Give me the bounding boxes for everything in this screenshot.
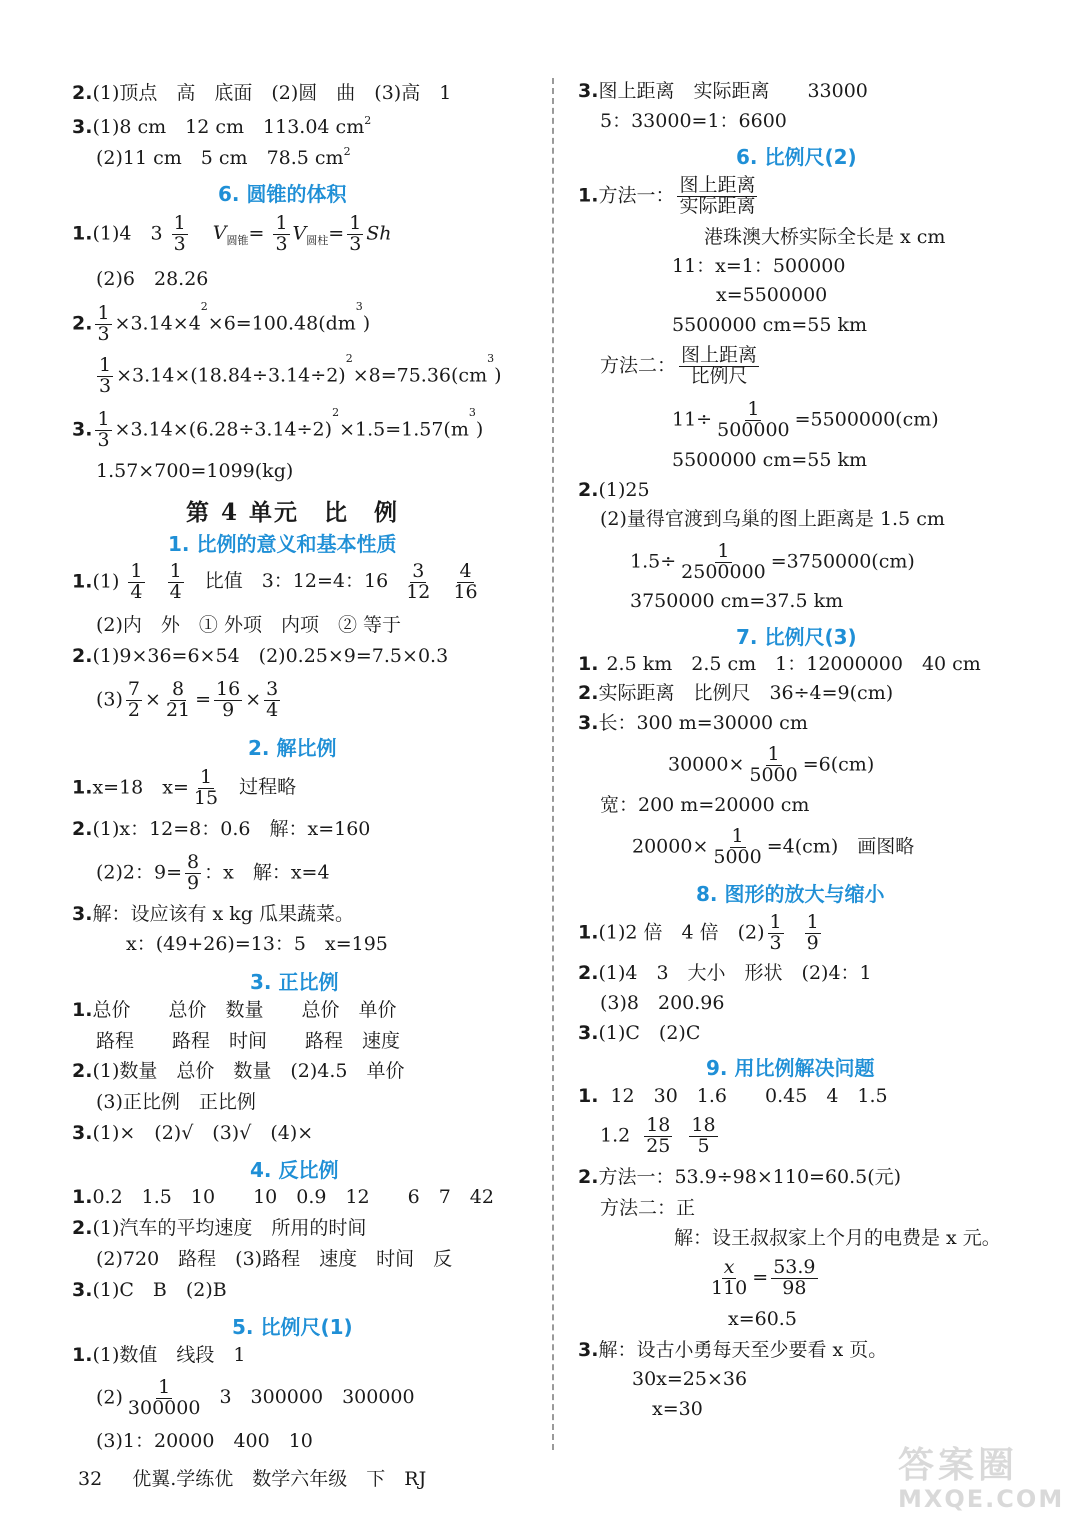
answer-line: 1. 12 30 1.6 0.45 4 1.5: [578, 1085, 888, 1107]
fraction: $\frac{1}{4}$: [130, 560, 143, 603]
answer-line: (2)量得官渡到乌巢的图上距离是 1.5 cm: [600, 508, 945, 530]
answer-line: 3.解：设应该有 x kg 瓜果蔬菜。: [72, 903, 354, 925]
answer-line: 1.(1) $\frac{1}{4}$ $\frac{1}{4}$ 比值 3：12=4：16 $\frac{3}{12}$ $\frac{4}{16}$: [72, 560, 478, 603]
answer-line: 2.实际距离 比例尺 36÷4=9(cm): [578, 682, 894, 704]
fraction: $\frac{1}{2500000}$: [681, 540, 766, 583]
fraction: $\frac{\text{图上距离}}{\text{比例尺}}$: [681, 344, 758, 387]
answer-line: (3)8 200.96: [600, 992, 725, 1014]
section-heading: 6. 圆锥的体积: [218, 182, 347, 206]
fraction: $\frac{1}{3}$: [349, 212, 362, 255]
answer-line: 1.(1)4 3 $\frac{1}{3}$ $V_{圆锥}=$ $\frac{1}{3}$ $V_{圆柱}=$ $\frac{1}{3}$ Sh: [72, 212, 392, 255]
fraction: $\frac{1}{15}$: [193, 766, 219, 809]
fraction: $\frac{16}{9}$: [216, 678, 241, 721]
fraction: $\frac{1}{4}$: [169, 560, 182, 603]
answer-line: 3.(1)× (2)√ (3)√ (4)×: [72, 1122, 314, 1144]
watermark-logo: [898, 1445, 1065, 1528]
answer-line: 5：33000=1：6600: [600, 110, 787, 132]
section-heading: 7. 比例尺(3): [736, 625, 857, 649]
answer-line: (2)内 外 ① 外项 内项 ② 等于: [96, 614, 401, 636]
fraction: $\frac{4}{16}$: [453, 560, 478, 603]
fraction: $\frac{1}{300000}$: [127, 1376, 201, 1419]
fraction: $\frac{1}{500000}$: [717, 398, 790, 441]
section-heading: 2. 解比例: [248, 736, 337, 760]
fraction: $\frac{18}{25}$: [646, 1114, 671, 1157]
fraction: $\frac{1}{3}$: [97, 408, 110, 451]
answer-line: 港珠澳大桥实际全长是 x cm: [704, 226, 946, 248]
answer-line: 3. $\frac{1}{3}$ $\times 3.14\times(6.28\div 3.14\div 2)^2\times 1.5=1.57(m^3)$: [72, 406, 484, 451]
section-heading: 3. 正比例: [250, 970, 339, 994]
answer-line: 3.长：300 m=30000 cm: [578, 712, 808, 734]
answer-line: 3.(1)C (2)C: [578, 1022, 701, 1044]
section-heading: 6. 比例尺(2): [736, 145, 857, 169]
answer-line: (3)1：20000 400 10: [96, 1430, 313, 1452]
fraction: $\frac{1}{3}$: [275, 212, 288, 255]
answer-line: (3) $\frac{7}{2}$ × $\frac{8}{21}$ = $\frac{16}{9}$ × $\frac{3}{4}$: [96, 678, 279, 721]
answer-line: x=5500000: [716, 284, 828, 306]
book-title: 优翼.学练优 数学六年级 下 RJ: [132, 1468, 427, 1490]
answer-line: (2)720 路程 (3)路程 速度 时间 反: [96, 1248, 453, 1270]
answer-line: 2.(1)9×36=6×54 (2)0.25×9=7.5×0.3: [72, 645, 449, 667]
page-footer: [78, 1464, 426, 1491]
fraction: $\frac{1}{5000}$: [713, 825, 762, 868]
fraction: $\frac{1}{9}$: [806, 911, 819, 954]
answer-line: 1.x=18 x= $\frac{1}{15}$ 过程略: [72, 766, 297, 809]
fraction: $\frac{1}{5000}$: [749, 743, 798, 786]
fraction: $\frac{\text{图上距离}}{\text{实际距离}}$: [679, 174, 756, 217]
answer-line: 1. 2.5 km 2.5 cm 1：12000000 40 cm: [578, 653, 981, 675]
answer-line: 3.(1)C B (2)B: [72, 1279, 227, 1301]
answer-line: 2.(1)25: [578, 479, 650, 501]
section-heading: 1. 比例的意义和基本性质: [168, 532, 397, 556]
section-heading: 9. 用比例解决问题: [706, 1056, 875, 1080]
answer-line: (3)正比例 正比例: [96, 1091, 256, 1113]
answer-line: 2.(1)顶点 高 底面 (2)圆 曲 (3)高 1: [72, 82, 452, 104]
answer-line: 20000× $\frac{1}{5000}$ =4(cm) 画图略: [632, 825, 915, 868]
answer-line: x=60.5: [728, 1308, 797, 1330]
answer-line: 2.方法一：53.9÷98×110=60.5(元): [578, 1166, 902, 1188]
answer-line: 2.(1)汽车的平均速度 所用的时间: [72, 1217, 367, 1239]
fraction: $\frac{18}{5}$: [691, 1114, 716, 1157]
answer-line: 解：设王叔叔家上个月的电费是 x 元。: [674, 1227, 1001, 1249]
answer-line: 3.图上距离 实际距离 33000: [578, 80, 868, 102]
fraction: $\frac{3}{12}$: [406, 560, 431, 603]
answer-line: 方法二： $\frac{\text{图上距离}}{\text{比例尺}}$: [600, 344, 758, 387]
answer-line: (2)2：9= $\frac{8}{9}$ ：x 解：x=4: [96, 851, 330, 894]
answer-line: (2)6 28.26: [96, 268, 209, 290]
fraction: $\frac{1}{3}$: [769, 911, 782, 954]
answer-line: 1.方法一： $\frac{\text{图上距离}}{\text{实际距离}}$: [578, 174, 756, 217]
fraction: $\frac{8}{21}$: [165, 678, 191, 721]
answer-line: 宽：200 m=20000 cm: [600, 794, 810, 816]
section-heading: 5. 比例尺(1): [232, 1315, 353, 1339]
answer-line: 1.5÷ $\frac{1}{2500000}$ =3750000(cm): [630, 540, 915, 583]
answer-line: 2. $\frac{1}{3}$ $\times 3.14\times 4^2\times 6=100.48(dm^3)$: [72, 300, 371, 345]
fraction: $\frac{1}{3}$: [99, 354, 112, 397]
answer-line: 30000× $\frac{1}{5000}$ =6(cm): [668, 743, 875, 786]
answer-line: 路程 路程 时间 路程 速度: [96, 1030, 401, 1052]
answer-line: (2) $\frac{1}{300000}$ 3 300000 300000: [96, 1376, 415, 1419]
answer-line: $\frac{1}{3}$ $\times 3.14\times(18.84\div 3.14\div 2)^2\times 8=75.36(cm^3)$: [99, 352, 502, 397]
answer-line: 11：x=1：500000: [672, 255, 846, 277]
fraction: $\frac{8}{9}$: [187, 851, 200, 894]
answer-line: 1.(1)数值 线段 1: [72, 1344, 246, 1366]
unit-title: 第 4 单元 比 例: [186, 499, 400, 526]
section-heading: 8. 图形的放大与缩小: [696, 882, 885, 906]
answer-line: 30x=25×36: [632, 1368, 748, 1390]
answer-line: 3750000 cm=37.5 km: [630, 590, 844, 612]
fraction: $\frac{53.9}{98}$: [773, 1256, 816, 1299]
column-divider: [552, 78, 554, 1450]
watermark-bottom: MXQE.COM: [898, 1485, 1065, 1513]
answer-line: $\frac{x}{110}$ = $\frac{53.9}{98}$: [711, 1256, 816, 1299]
answer-line: 1.57×700=1099(kg): [96, 460, 294, 482]
watermark-top: 答案圈: [898, 1445, 1019, 1486]
answer-line: 1.2 $\frac{18}{25}$ $\frac{18}{5}$: [600, 1114, 716, 1157]
fraction: $\frac{x}{110}$: [711, 1256, 748, 1299]
fraction: $\frac{7}{2}$: [127, 678, 141, 721]
answer-line: 方法二：正: [600, 1197, 696, 1219]
answer-line: x：(49+26)=13：5 x=195: [126, 933, 388, 955]
answer-line: 1.(1)2 倍 4 倍 (2) $\frac{1}{3}$ $\frac{1}{9}$: [578, 911, 819, 954]
answer-line: 2.(1)数量 总价 数量 (2)4.5 单价: [72, 1060, 405, 1082]
answer-line: x=30: [652, 1398, 703, 1420]
fraction: $\frac{3}{4}$: [266, 678, 279, 721]
answer-line: 1.总价 总价 数量 总价 单价: [72, 999, 397, 1021]
answer-line: (2)11 cm 5 cm 78.5 $cm^2$: [96, 145, 351, 169]
answer-line: 5500000 cm=55 km: [672, 449, 867, 471]
answer-line: 1.0.2 1.5 10 10 0.9 12 6 7 42: [72, 1186, 494, 1208]
answer-line: 5500000 cm=55 km: [672, 314, 867, 336]
fraction: $\frac{1}{3}$: [173, 212, 186, 255]
answer-line: 2.(1)4 3 大小 形状 (2)4：1: [578, 962, 872, 984]
page-number: 32: [78, 1468, 103, 1490]
answer-line: 3.(1)8 cm 12 cm 113.04 $cm^2$: [72, 114, 372, 138]
section-heading: 4. 反比例: [250, 1158, 339, 1182]
fraction: $\frac{1}{3}$: [97, 302, 110, 345]
answer-line: 3.解：设古小勇每天至少要看 x 页。: [578, 1339, 888, 1361]
answer-line: 11÷ $\frac{1}{500000}$ =5500000(cm): [672, 398, 939, 441]
answer-line: 2.(1)x：12=8：0.6 解：x=160: [72, 818, 371, 840]
